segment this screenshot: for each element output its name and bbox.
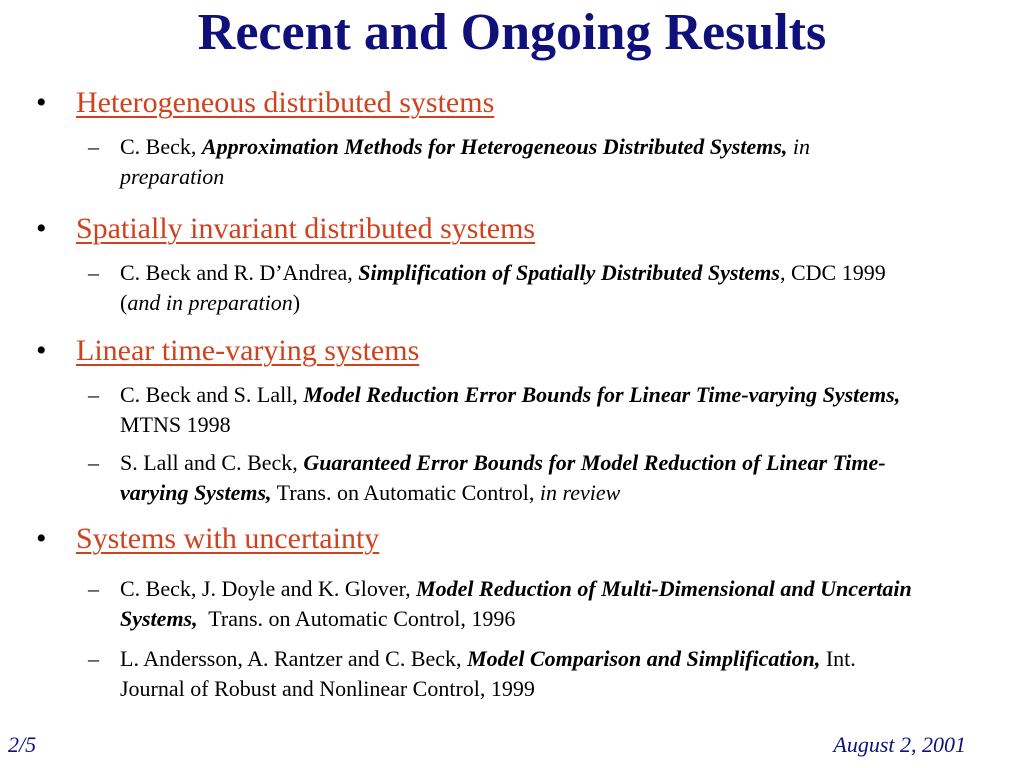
section-heterogeneous (36, 86, 494, 119)
dash-icon: – (88, 382, 99, 407)
reference-text (120, 448, 940, 508)
slide-title: Recent and Ongoing Results (197, 4, 827, 61)
reference-venue: Trans. on Automatic Control, 1996 (197, 606, 516, 631)
reference-status: and in preparation (127, 290, 293, 315)
reference-venue: MTNS 1998 (120, 412, 231, 437)
heading-link-spatially-invariant[interactable]: Spatially invariant distributed systems (76, 212, 536, 245)
reference-status: in review (539, 480, 621, 505)
reference-authors: C. Beck and S. Lall, (120, 382, 304, 407)
bullet-icon: • (36, 334, 47, 367)
dash-icon: – (88, 646, 99, 671)
bullet-icon: • (36, 212, 47, 245)
footer-date: August 2, 2001 (833, 732, 966, 757)
dash-icon: – (88, 134, 99, 159)
reference-text (120, 380, 940, 440)
reference-status: in preparation (120, 134, 811, 189)
bullet-icon: • (36, 86, 47, 119)
reference-authors: S. Lall and C. Beck, (120, 450, 304, 475)
reference-authors: C. Beck, J. Doyle and K. Glover, (120, 576, 417, 601)
heading-link-uncertainty[interactable]: Systems with uncertainty (76, 522, 380, 555)
reference-status-suffix: ) (292, 290, 301, 315)
dash-icon: – (88, 260, 99, 285)
reference-authors: C. Beck and R. D’Andrea, (120, 260, 359, 285)
heading-link-linear-time-varying[interactable]: Linear time-varying systems (76, 334, 420, 367)
reference-work-title: Guaranteed Error Bounds for Model Reduction of Linear Time-varying Systems, (120, 450, 886, 505)
heading-link-heterogeneous[interactable]: Heterogeneous distributed systems (76, 86, 495, 119)
page-number: 2/5 (8, 732, 37, 757)
reference-work-title: Model Reduction Error Bounds for Linear Time-varying Systems, (303, 382, 901, 407)
reference-text (120, 574, 990, 634)
dash-icon: – (88, 576, 99, 601)
reference-work-title: Model Comparison and Simplification, (467, 646, 821, 671)
reference-venue: Trans. on Automatic Control, (271, 480, 540, 505)
reference-venue: , CDC 1999 ( (120, 260, 886, 315)
reference-text (120, 132, 890, 192)
reference-work-title: Simplification of Spatially Distributed Systems (358, 260, 780, 285)
reference-authors: C. Beck, (120, 134, 202, 159)
bullet-icon: • (36, 522, 47, 555)
reference-venue: Int. Journal of Robust and Nonlinear Control, 1999 (120, 646, 856, 701)
reference-text (120, 258, 890, 318)
reference-work-title: Model Reduction of Multi-Dimensional and Uncertain Systems, (120, 576, 912, 631)
section-uncertainty (36, 522, 379, 555)
section-spatially-invariant (36, 212, 535, 245)
reference-text (120, 644, 890, 704)
reference-authors: L. Andersson, A. Rantzer and C. Beck, (120, 646, 468, 671)
reference-work-title: Approximation Methods for Heterogeneous Distributed Systems, (201, 134, 788, 159)
section-linear-time-varying (36, 334, 419, 367)
dash-icon: – (88, 450, 99, 475)
